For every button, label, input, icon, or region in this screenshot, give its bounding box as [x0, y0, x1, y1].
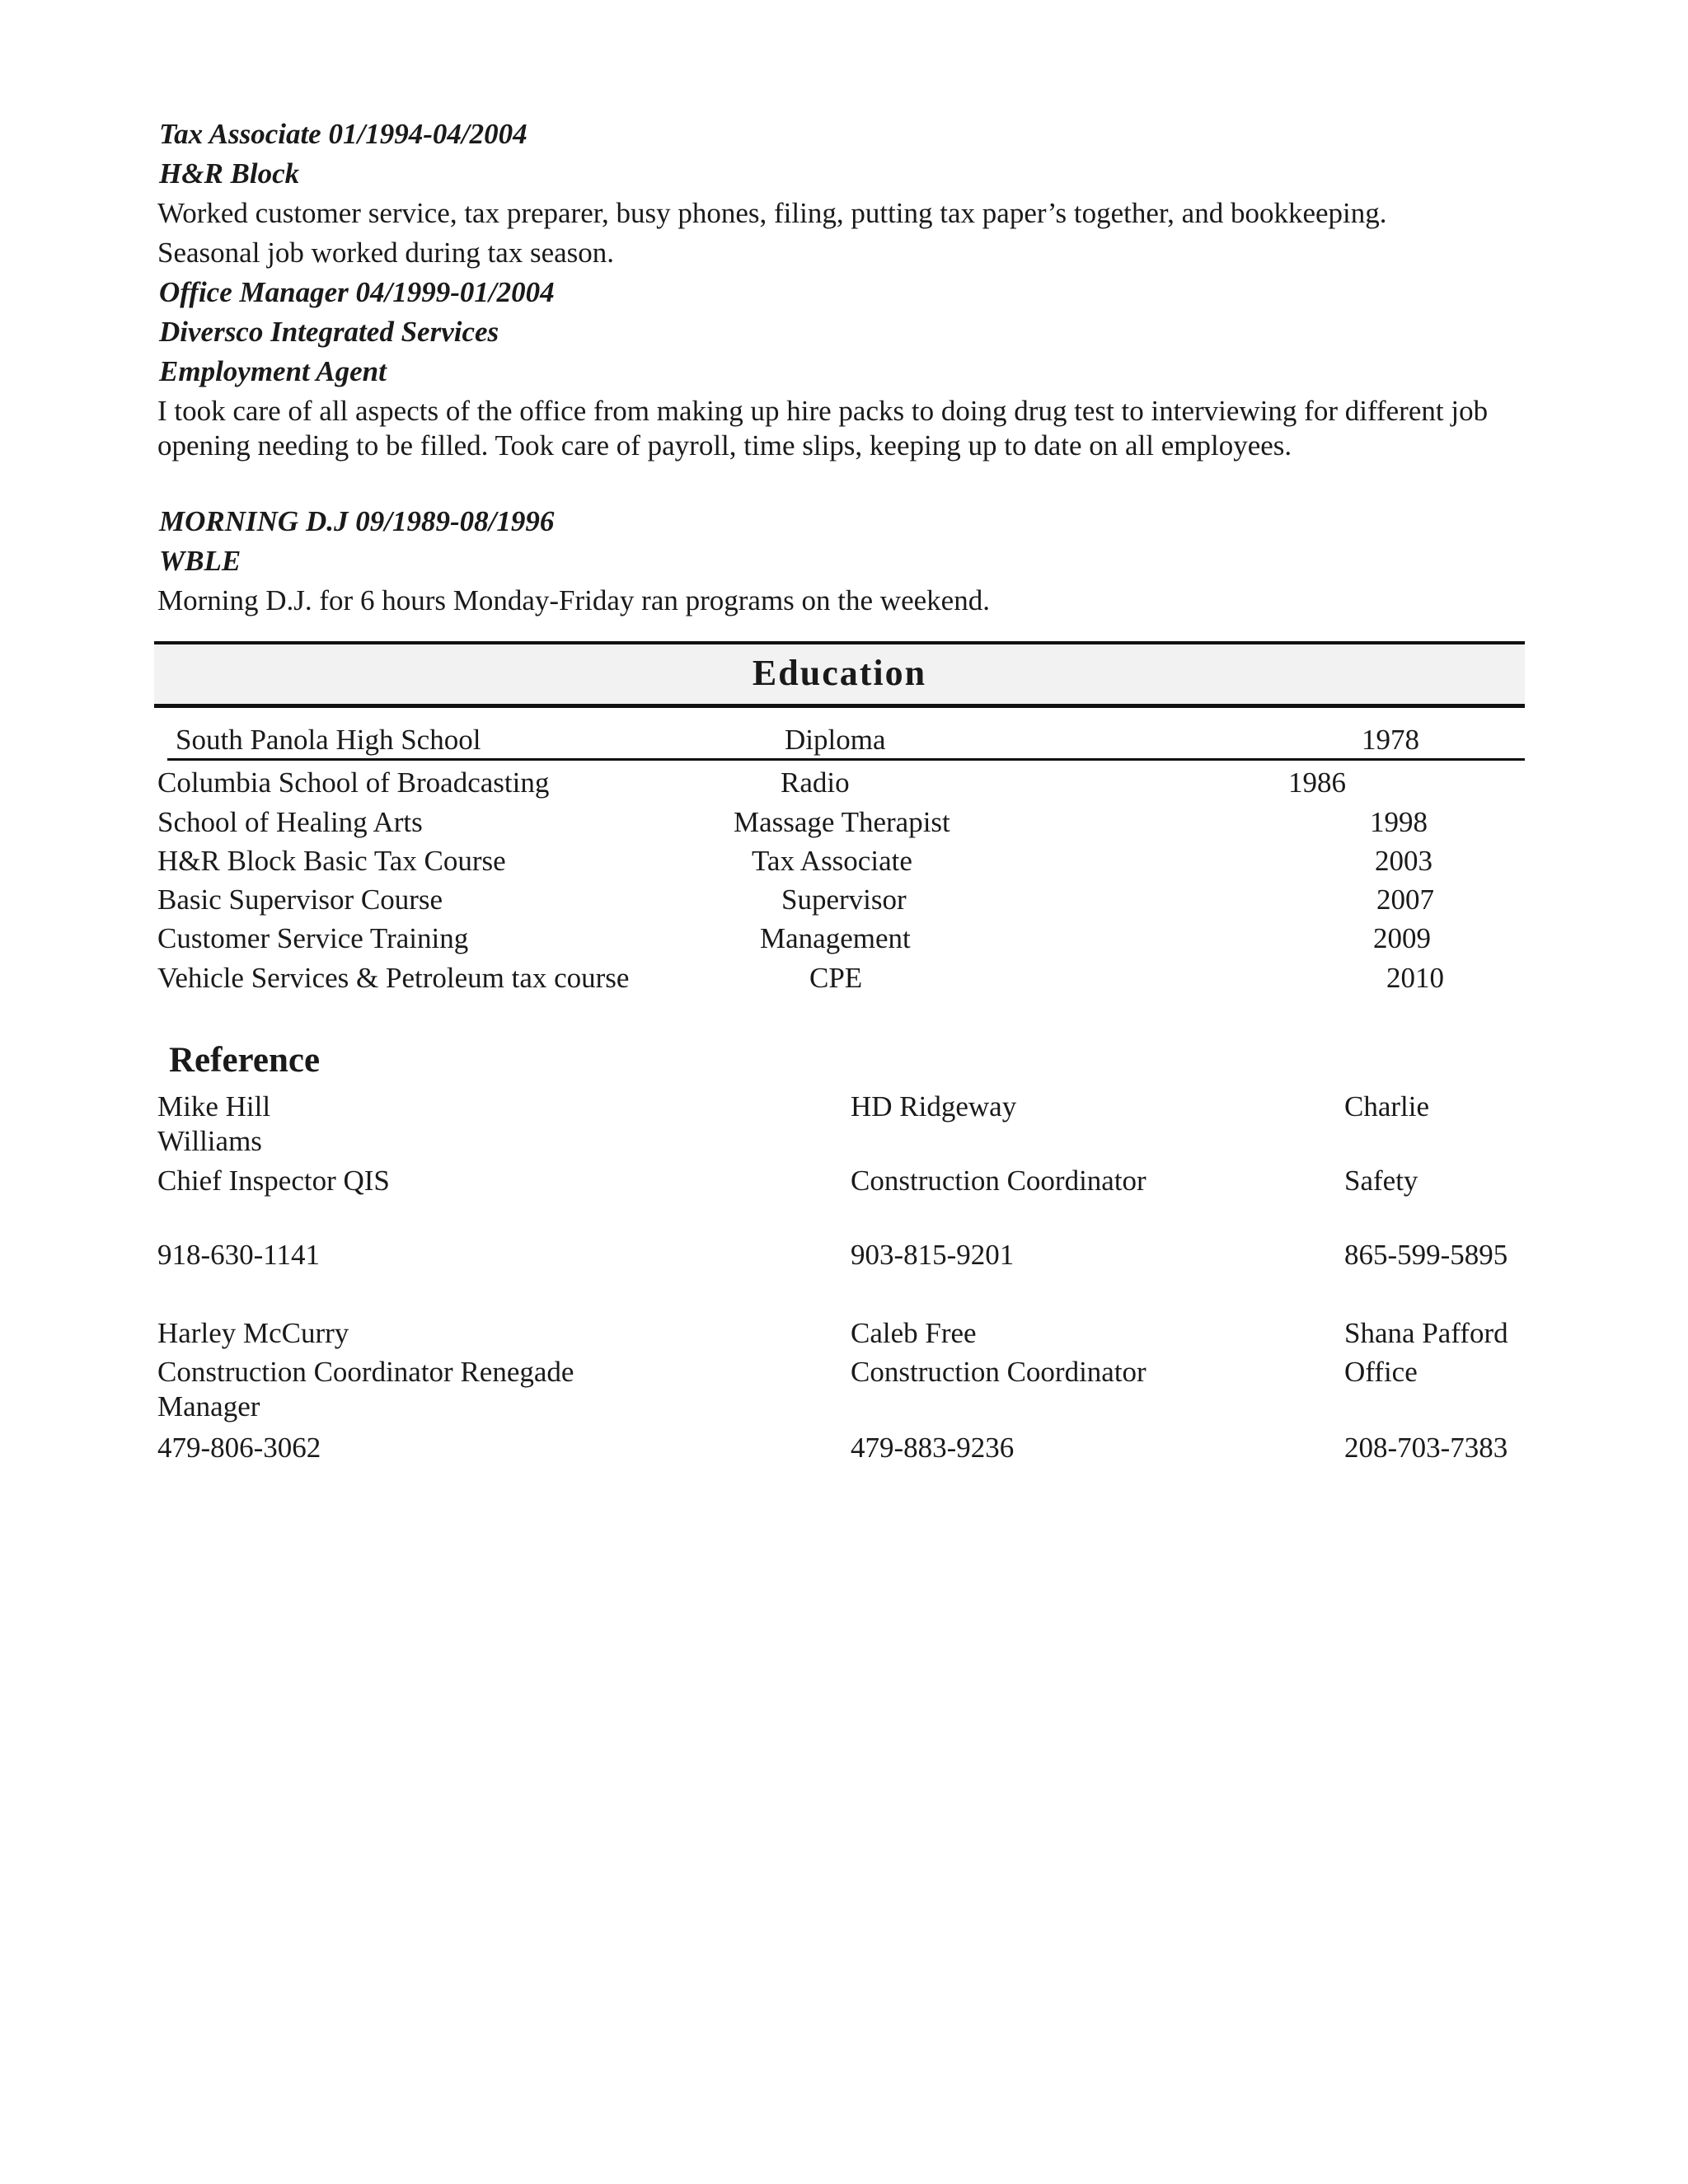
- education-school: School of Healing Arts: [157, 806, 423, 838]
- education-degree: Tax Associate: [752, 845, 912, 877]
- reference-name: Mike Hill: [157, 1090, 271, 1122]
- education-school: Customer Service Training: [157, 922, 469, 954]
- job-description: I took care of all aspects of the office from making up hire packs to doing drug test to interviewing for different job: [157, 395, 1489, 427]
- job-description: Morning D.J. for 6 hours Monday-Friday ran programs on the weekend.: [157, 584, 990, 616]
- education-degree: CPE: [809, 962, 863, 994]
- education-school: Columbia School of Broadcasting: [157, 766, 550, 799]
- job-subtitle: Employment Agent: [159, 355, 387, 387]
- reference-phone: 479-806-3062: [157, 1432, 321, 1464]
- education-year: 2009: [1373, 922, 1431, 954]
- job-company: H&R Block: [159, 157, 300, 190]
- job-description: Worked customer service, tax preparer, busy phones, filing, putting tax paper’s together, and bookkeeping.: [157, 197, 1387, 229]
- reference-title: Construction Coordinator: [851, 1165, 1146, 1197]
- education-school: Vehicle Services & Petroleum tax course: [157, 962, 630, 994]
- job-description: Seasonal job worked during tax season.: [157, 237, 615, 269]
- reference-title: Safety: [1344, 1165, 1418, 1197]
- education-school: South Panola High School: [176, 724, 481, 756]
- reference-phone: 208-703-7383: [1344, 1432, 1508, 1464]
- education-year: 2007: [1376, 883, 1434, 916]
- education-degree: Supervisor: [781, 883, 907, 916]
- reference-name: Williams: [157, 1125, 262, 1157]
- job-title: MORNING D.J 09/1989-08/1996: [159, 505, 555, 537]
- education-year: 1998: [1370, 806, 1428, 838]
- reference-phone: 479-883-9236: [851, 1432, 1015, 1464]
- job-company: WBLE: [159, 545, 241, 577]
- education-year: 1986: [1288, 766, 1346, 799]
- reference-phone: 903-815-9201: [851, 1239, 1015, 1271]
- reference-name: Caleb Free: [851, 1317, 977, 1349]
- reference-name: Harley McCurry: [157, 1317, 349, 1349]
- reference-name: Shana Pafford: [1344, 1317, 1508, 1349]
- education-header-band: [154, 641, 1525, 708]
- job-company: Diversco Integrated Services: [159, 316, 499, 348]
- job-description: opening needing to be filled. Took care of payroll, time slips, keeping up to date on all employees.: [157, 429, 1292, 462]
- reference-heading: Reference: [169, 1041, 321, 1080]
- reference-title: Construction Coordinator: [851, 1356, 1146, 1388]
- reference-title: Office: [1344, 1356, 1418, 1388]
- education-degree: Management: [760, 922, 911, 954]
- reference-title: Chief Inspector QIS: [157, 1165, 390, 1197]
- education-heading: Education: [752, 653, 927, 693]
- education-year: 1978: [1362, 724, 1419, 756]
- reference-name: Charlie: [1344, 1090, 1430, 1122]
- education-school: Basic Supervisor Course: [157, 883, 443, 916]
- education-divider: [167, 758, 1525, 761]
- job-title: Tax Associate 01/1994-04/2004: [159, 118, 528, 150]
- education-degree: Diploma: [785, 724, 886, 756]
- education-school: H&R Block Basic Tax Course: [157, 845, 506, 877]
- reference-title: Manager: [157, 1390, 260, 1422]
- education-degree: Massage Therapist: [734, 806, 950, 838]
- reference-name: HD Ridgeway: [851, 1090, 1017, 1122]
- reference-phone: 918-630-1141: [157, 1239, 321, 1271]
- education-year: 2003: [1375, 845, 1432, 877]
- job-title: Office Manager 04/1999-01/2004: [159, 276, 555, 308]
- reference-title: Construction Coordinator Renegade: [157, 1356, 574, 1388]
- education-degree: Radio: [781, 766, 850, 799]
- education-year: 2010: [1386, 962, 1444, 994]
- reference-phone: 865-599-5895: [1344, 1239, 1508, 1271]
